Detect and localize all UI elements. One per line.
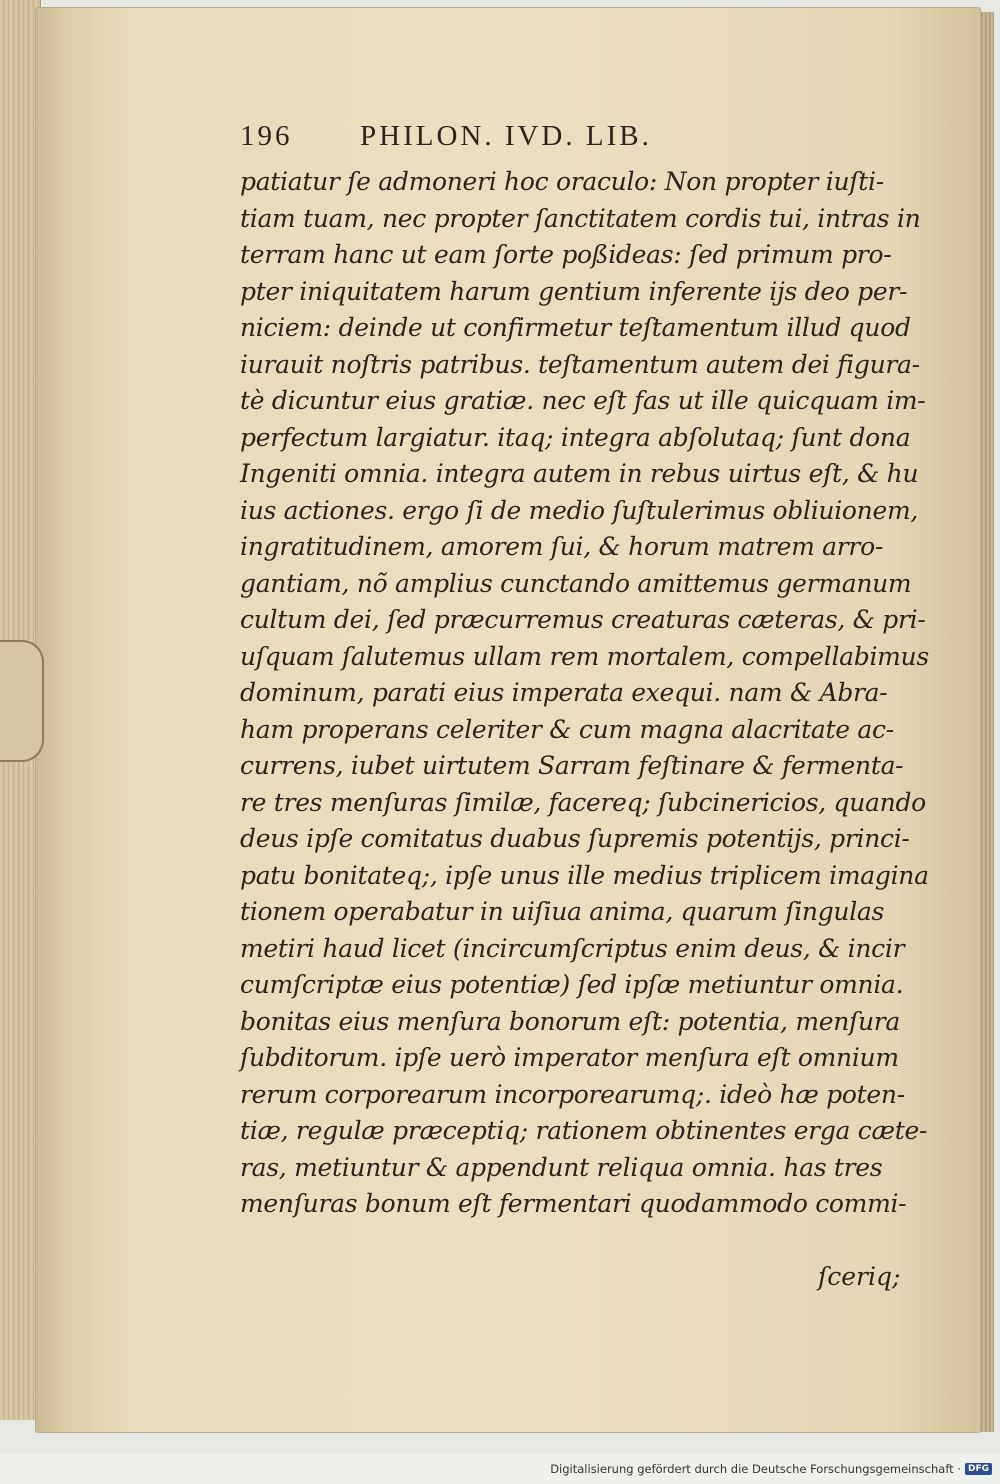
- text-line: ham properans celeriter & cum magna alacritate ac-: [240, 714, 894, 744]
- running-head: [240, 120, 920, 164]
- text-line: ius actiones. ergo ſi de medio ſuſtulerimus obliuionem,: [240, 495, 918, 525]
- text-line: cultum dei, ſed præcurremus creaturas cæteras, & pri-: [240, 605, 926, 634]
- text-line: dominum, parati eius imperata exequi. nam & Abra-: [240, 678, 888, 707]
- text-block: [240, 120, 929, 1223]
- credit-text: Digitalisierung gefördert durch die Deutsche Forschungsgemeinschaft ·: [550, 1462, 961, 1476]
- text-line: re tres menſuras ſimilæ, facereq; ſubcinericios, quando: [240, 787, 926, 817]
- text-line: rerum corporearum incorporearumq;. ideò hæ poten-: [240, 1079, 905, 1109]
- dfg-logo-icon: DFG: [965, 1463, 992, 1475]
- book-clasp: [0, 640, 44, 762]
- text-line: patiatur ſe admoneri hoc oraculo: Non propter iuſti-: [240, 167, 884, 196]
- text-line: uſquam ſalutemus ullam rem mortalem, compellabimus: [240, 641, 929, 671]
- text-line: iurauit noſtris patribus. teſtamentum autem dei figura-: [240, 349, 920, 379]
- text-line: bonitas eius menſura bonorum eſt: potentia, menſura: [240, 1006, 901, 1036]
- catchword: ſceriq;: [818, 1262, 901, 1291]
- text-line: tionem operabatur in uiſiua anima, quarum ſingulas: [240, 897, 885, 926]
- page-edges-right: [980, 12, 994, 1432]
- digitization-credit: [550, 1462, 992, 1476]
- text-line: ras, metiuntur & appendunt reliqua omnia. has tres: [240, 1152, 883, 1182]
- text-line: tiam tuam, nec propter ſanctitatem cordis tui, intras in: [240, 203, 921, 233]
- text-line: patu bonitateq;, ipſe unus ille medius triplicem imagina: [240, 860, 929, 890]
- text-line: deus ipſe comitatus duabus ſupremis potentijs, princi-: [240, 824, 910, 853]
- text-line: ingratitudinem, amorem ſui, & horum matrem arro-: [240, 532, 883, 561]
- text-line: tiæ, regulæ præceptiq; rationem obtinentes erga cæte-: [240, 1116, 928, 1145]
- text-line: metiri haud licet (incircumſcriptus enim deus, & incir: [240, 933, 905, 963]
- body-text: [240, 164, 929, 1223]
- text-line: ſubditorum. ipſe uerò imperator menſura eſt omnium: [240, 1043, 899, 1072]
- text-line: currens, iubet uirtutem Sarram feſtinare & fermenta-: [240, 751, 904, 780]
- text-line: menſuras bonum eſt fermentari quodammodo commi-: [240, 1189, 907, 1218]
- text-line: pter iniquitatem harum gentium inferente ijs deo per-: [240, 276, 908, 306]
- text-line: gantiam, nõ amplius cunctando amittemus germanum: [240, 568, 912, 598]
- text-line: niciem: deinde ut confirmetur teſtamentum illud quod: [240, 313, 911, 342]
- text-line: terram hanc ut eam ſorte poßideas: ſed primum pro-: [240, 240, 892, 269]
- page-number: 196: [240, 120, 293, 152]
- text-line: cumſcriptæ eius potentiæ) ſed ipſæ metiuntur omnia.: [240, 970, 904, 999]
- text-line: Ingeniti omnia. integra autem in rebus uirtus eſt, & hu: [240, 459, 919, 488]
- text-line: tè dicuntur eius gratiæ. nec eſt fas ut ille quicquam im-: [240, 386, 926, 415]
- text-line: perfectum largiatur. itaq; integra abſolutaq; ſunt dona: [240, 422, 911, 452]
- running-title: PHILON. IVD. LIB.: [360, 120, 652, 152]
